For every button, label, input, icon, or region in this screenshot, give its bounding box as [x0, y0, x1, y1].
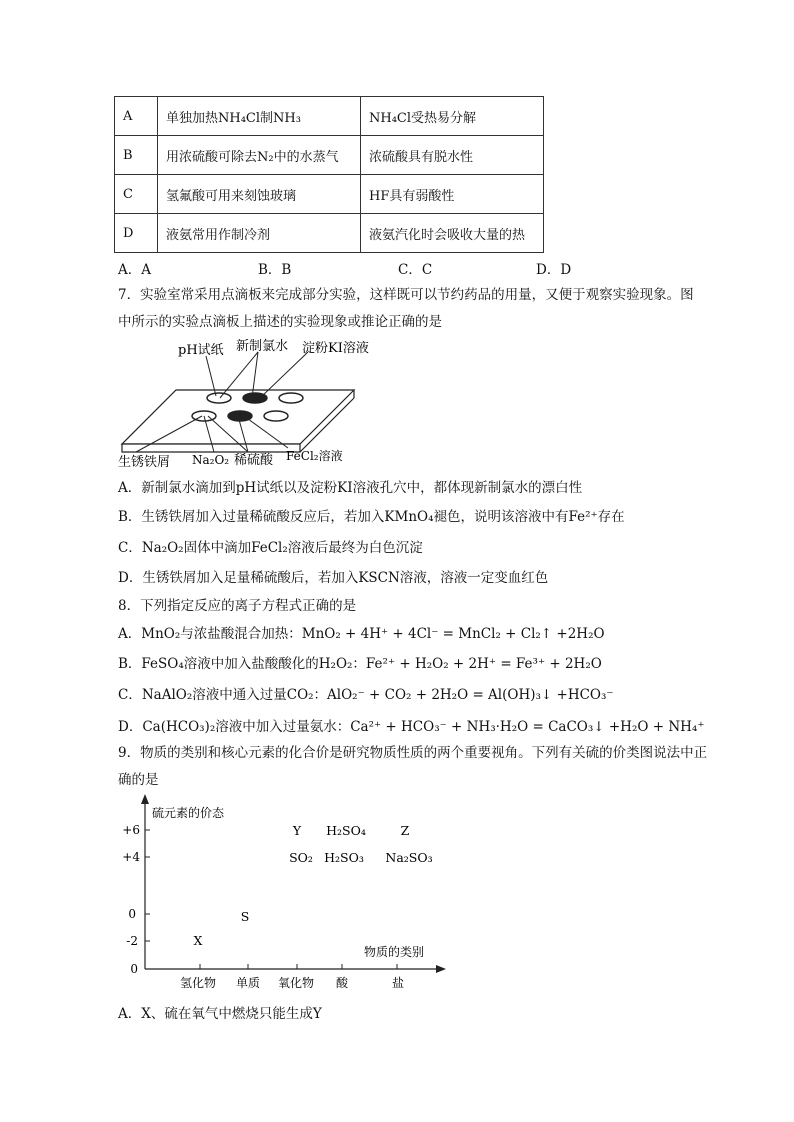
row-statement: 单独加热NH₄Cl制NH₃ [158, 97, 361, 136]
label-chlorine-water: 新制氯水 [236, 339, 289, 354]
point-x: X [193, 933, 203, 948]
q7-option-d[interactable]: D．生锈铁屑加入足量稀硫酸后，若加入KSCN溶液，溶液一定变血红色 [118, 570, 549, 586]
label-ph-paper: pH试纸 [178, 343, 224, 358]
row-letter: B [115, 136, 158, 175]
spot-plate-figure [118, 334, 418, 472]
x-tick-label: 盐 [391, 976, 405, 990]
row-reason: NH₄Cl受热易分解 [361, 97, 544, 136]
y-tick-label: +6 [122, 823, 140, 837]
x-tick-label: 酸 [335, 976, 349, 990]
point-z: Z [400, 823, 410, 838]
label-fecl2: FeCl₂溶液 [286, 449, 343, 463]
table-row [115, 136, 544, 175]
label-na2o2: Na₂O₂ [192, 453, 230, 467]
label-starch-ki: 淀粉KI溶液 [302, 341, 369, 356]
q7-option-b[interactable]: B．生锈铁屑加入过量稀硫酸反应后，若加入KMnO₄褪色，说明该溶液中有Fe²⁺存在 [118, 509, 625, 525]
y-tick-label: 0 [130, 962, 138, 976]
row-letter: A [115, 97, 158, 136]
point-h2so4: H₂SO₄ [326, 823, 366, 838]
point-s: S [240, 909, 250, 924]
row-statement: 氢氟酸可用来刻蚀玻璃 [158, 175, 361, 214]
choice-b[interactable]: B．B [258, 262, 292, 278]
table-row [115, 175, 544, 214]
q7-option-c[interactable]: C．Na₂O₂固体中滴加FeCl₂溶液后最终为白色沉淀 [118, 540, 423, 556]
y-tick-label: +4 [122, 850, 140, 864]
point-h2so3: H₂SO₃ [324, 850, 364, 865]
table-row [115, 97, 544, 136]
q8-option-d[interactable]: D．Ca(HCO₃)₂溶液中加入过量氨水：Ca²⁺ + HCO₃⁻ + NH₃·H₂O = CaCO₃↓ +H₂O + NH₄⁺ [118, 719, 705, 735]
q9-stem: 9．物质的类别和核心元素的化合价是研究物质性质的两个重要视角。下列有关硫的价类图说法中正确的是 [118, 745, 708, 788]
x-tick-label: 氢化物 [179, 976, 217, 990]
q9-option-a[interactable]: A．X、硫在氧气中燃烧只能生成Y [118, 1006, 322, 1022]
q8-option-c[interactable]: C．NaAlO₂溶液中通入过量CO₂：AlO₂⁻ + CO₂ + 2H₂O = Al(OH)₃↓ +HCO₃⁻ [118, 687, 614, 703]
x-tick-label: 单质 [235, 976, 261, 990]
y-axis-title: 硫元素的价态 [152, 806, 225, 820]
row-letter: C [115, 175, 158, 214]
answer-table [114, 96, 544, 253]
table-row [115, 214, 544, 253]
q8-stem: 8．下列指定反应的离子方程式正确的是 [118, 598, 357, 614]
q8-option-a[interactable]: A．MnO₂与浓盐酸混合加热：MnO₂ + 4H⁺ + 4Cl⁻ = MnCl₂ + Cl₂↑ +2H₂O [118, 626, 605, 642]
point-na2so3: Na₂SO₃ [385, 850, 433, 865]
point-y: Y [292, 823, 302, 838]
label-rusty-iron: 生锈铁屑 [118, 455, 171, 470]
row-reason: HF具有弱酸性 [361, 175, 544, 214]
row-reason: 浓硫酸具有脱水性 [361, 136, 544, 175]
sulfur-valence-diagram [112, 792, 452, 992]
row-letter: D [115, 214, 158, 253]
q7-stem: 7．实验室常采用点滴板来完成部分实验，这样既可以节约药品的用量，又便于观察实验现象。图中所示的实验点滴板上描述的实验现象或推论正确的是 [118, 287, 694, 330]
choice-d[interactable]: D．D [536, 262, 572, 278]
x-axis-title: 物质的类别 [364, 945, 425, 959]
point-so2: SO₂ [289, 850, 313, 865]
y-tick-label: 0 [128, 907, 136, 921]
x-axis-arrow-icon [436, 965, 446, 973]
row-reason: 液氨汽化时会吸收大量的热 [361, 214, 544, 253]
label-dilute-sulfuric: 稀硫酸 [234, 453, 274, 468]
row-statement: 用浓硫酸可除去N₂中的水蒸气 [158, 136, 361, 175]
q8-option-b[interactable]: B．FeSO₄溶液中加入盐酸酸化的H₂O₂：Fe²⁺ + H₂O₂ + 2H⁺ = Fe³⁺ + 2H₂O [118, 656, 602, 672]
q7-option-a[interactable]: A．新制氯水滴加到pH试纸以及淀粉KI溶液孔穴中，都体现新制氯水的漂白性 [118, 480, 583, 496]
choice-c[interactable]: C．C [398, 262, 433, 278]
choice-a[interactable]: A．A [118, 262, 151, 278]
y-axis-arrow-icon [141, 794, 149, 804]
y-tick-label: -2 [126, 934, 138, 948]
x-tick-label: 氧化物 [277, 976, 315, 990]
row-statement: 液氨常用作制冷剂 [158, 214, 361, 253]
